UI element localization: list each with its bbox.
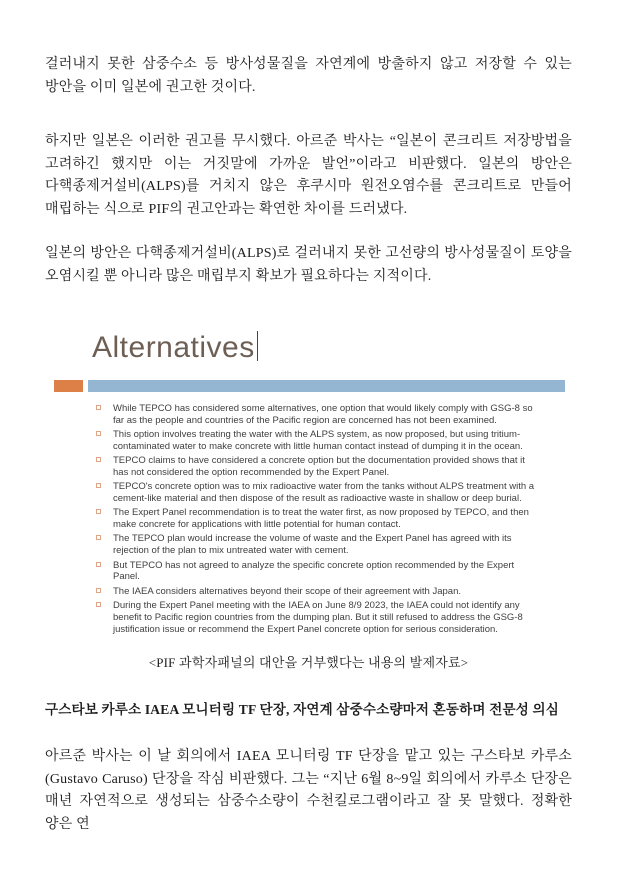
image-caption: <PIF 과학자패널의 대안을 거부했다는 내용의 발제자료> — [148, 655, 469, 670]
bullet-item — [96, 455, 540, 479]
bullet-text: But TEPCO has not agreed to analyze the specific concrete option recommended by the Expert Panel. — [113, 559, 515, 583]
bullet-square-icon — [96, 535, 101, 540]
bullet-text: The Expert Panel recommendation is to treat the water first, as now proposed by TEPCO, and then make concrete for applications with little potential for human contact. — [113, 507, 529, 531]
section-heading: 구스타보 카루소 IAEA 모니터링 TF 단장, 자연계 삼중수소량마저 혼동하며 전문성 의심 — [45, 702, 559, 717]
bullet-item — [96, 429, 540, 453]
bullet-text: The IAEA considers alternatives beyond their scope of their agreement with Japan. — [113, 585, 462, 597]
paragraph: 걸러내지 못한 삼중수소 등 방사성물질을 자연계에 방출하지 않고 저장할 수 있는 방안을 이미 일본에 권고한 것이다. — [45, 57, 572, 95]
bullet-text: While TEPCO has considered some alternatives, one option that would likely comply with GSG-8 so far as the people and countries of the Pacific region are concerned has not been examined. — [113, 403, 533, 426]
bullet-square-icon — [96, 405, 101, 410]
bullet-text: The TEPCO plan would increase the volume of waste and the Expert Panel has agreed with its rejection of the plan to mix untreated water with cement. — [113, 533, 512, 557]
slide-bullet-list — [54, 403, 565, 635]
bullet-square-icon — [96, 457, 101, 462]
bullet-item — [96, 507, 540, 531]
bullet-square-icon — [96, 509, 101, 514]
bullet-text: TEPCO's concrete option was to mix radioactive water from the tanks without ALPS treatment with a cement-like material and then dispose of the result as radioactive waste in shallow or deep burial. — [113, 481, 535, 505]
bullet-item — [96, 403, 540, 427]
bullet-square-icon — [96, 588, 101, 593]
slide-title — [54, 310, 565, 366]
paragraph: 일본의 방안은 다핵종제거설비(ALPS)로 걸러내지 못한 고선량의 방사성물질이 토양을 오염시킬 뿐 아니라 많은 매립부지 확보가 필요하다는 지적이다. — [45, 246, 572, 284]
bullet-item — [96, 533, 540, 557]
bullet-text: This option involves treating the water with the ALPS system, as now proposed, but using tritium-contaminated water to make concrete with little human contact instead of dumping it in the ocean. — [113, 429, 523, 452]
bullet-item — [96, 586, 540, 598]
slide-accent-band — [54, 380, 565, 392]
slide-title-text: Alternatives — [92, 331, 255, 364]
text-cursor — [257, 331, 258, 361]
bullet-square-icon — [96, 483, 101, 488]
bullet-item — [96, 481, 540, 505]
accent-bar-blue — [88, 380, 565, 392]
paragraph: 하지만 일본은 이러한 권고를 무시했다. 아르준 박사는 “일본이 콘크리트 저장방법을 고려하긴 했지만 이는 거짓말에 가까운 발언”이라고 비판했다. 일본의 방안은 다핵종제거설비(ALPS)를 거치지 않은 후쿠시마 원전오염수를 콘크리트로 만들어 매립하는 식으로 PIF의 권고안과는 확연한 차이를 드러냈다. — [45, 134, 572, 217]
accent-bar-orange — [54, 380, 83, 392]
embedded-slide-image — [54, 310, 565, 645]
bullet-text: TEPCO claims to have considered a concrete option but the documentation provided shows that it has not considered the option recommended by the Expert Panel. — [113, 455, 525, 478]
bullet-item — [96, 560, 540, 584]
bullet-square-icon — [96, 431, 101, 436]
bullet-item — [96, 600, 540, 635]
bullet-text: During the Expert Panel meeting with the IAEA on June 8/9 2023, the IAEA could not identify any benefit to Pacific region countries from the dumping plan. But it still refused to address the GSG-8 justification issue or recommend the Expert Panel concrete option for serious consideration. — [113, 599, 523, 635]
paragraph: 아르준 박사는 이 날 회의에서 IAEA 모니터링 TF 단장을 맡고 있는 구스타보 카루소 (Gustavo Caruso) 단장을 작심 비판했다. 그는 “지난 6월 8~9일 회의에서 카루소 단장은 매년 자연적으로 생성되는 삼중수소량이 수천킬로그램이라고 잘 못 말했다. 정확한 양은 연 — [45, 749, 572, 832]
bullet-square-icon — [96, 602, 101, 607]
bullet-square-icon — [96, 562, 101, 567]
